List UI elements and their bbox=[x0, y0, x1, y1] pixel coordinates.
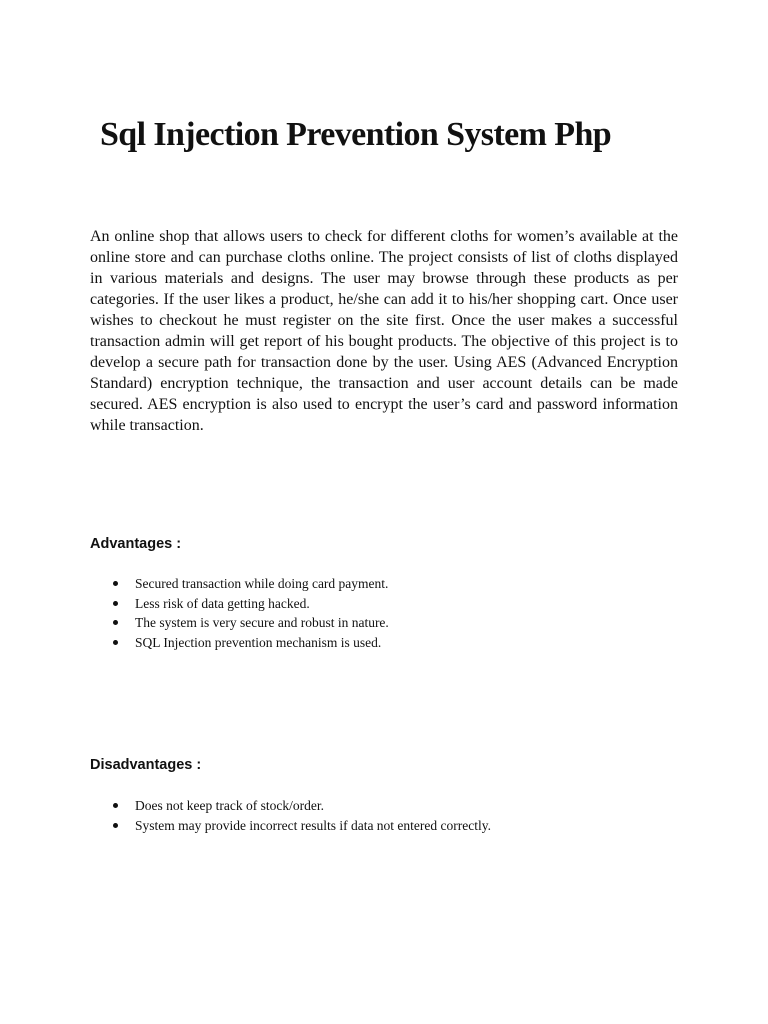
disadvantage-item-text: Does not keep track of stock/order. bbox=[135, 798, 324, 813]
bullet-icon bbox=[113, 803, 118, 808]
advantage-item bbox=[112, 594, 389, 614]
bullet-icon bbox=[113, 640, 118, 645]
bullet-icon bbox=[113, 823, 118, 828]
page-title: Sql Injection Prevention System Php bbox=[100, 116, 612, 153]
advantage-item-text: Secured transaction while doing card payment. bbox=[135, 576, 389, 591]
advantages-list bbox=[112, 574, 389, 652]
bullet-icon bbox=[113, 601, 118, 606]
advantage-item-text: Less risk of data getting hacked. bbox=[135, 595, 310, 611]
disadvantage-item bbox=[112, 796, 491, 816]
disadvantages-list bbox=[112, 796, 491, 835]
advantages-heading: Advantages : bbox=[90, 536, 182, 552]
disadvantages-heading: Disadvantages : bbox=[90, 757, 202, 773]
advantage-item bbox=[112, 574, 389, 594]
advantage-item-text: SQL Injection prevention mechanism is used. bbox=[135, 634, 382, 650]
disadvantage-item-text: System may provide incorrect results if data not entered correctly. bbox=[135, 817, 491, 833]
bullet-icon bbox=[113, 620, 118, 625]
advantage-item bbox=[112, 613, 389, 633]
bullet-icon bbox=[113, 581, 118, 586]
advantage-item bbox=[112, 633, 389, 653]
advantage-item-text: The system is very secure and robust in nature. bbox=[135, 615, 389, 630]
description-paragraph: An online shop that allows users to check for different cloths for women’s available at the online store and can purchase cloths online. The project consists of list of cloths displayed in various materials and designs. The user may browse through these products as per categories. If the user likes a product, he/she can add it to his/her shopping cart. Once user wishes to checkout he must register on the site first. Once the user makes a successful transaction admin will get report of his bought products. The objective of this project is to develop a secure path for transaction done by the user. Using AES (Advanced Encryption Standard) encryption technique, the transaction and user account details can be made secured. AES encryption is also used to encrypt the user’s card and password information while transaction. bbox=[90, 228, 678, 434]
disadvantage-item bbox=[112, 816, 491, 836]
